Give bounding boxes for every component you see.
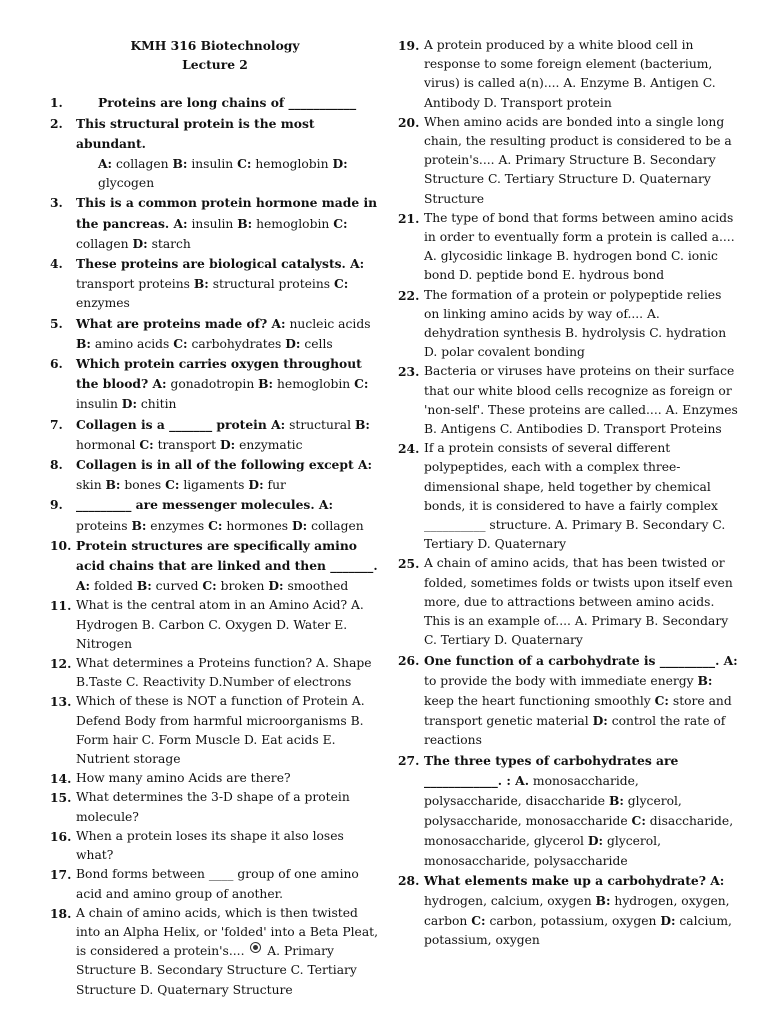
question-text: C: xyxy=(173,335,188,351)
question-text: A: xyxy=(710,872,725,888)
question-item xyxy=(50,865,380,903)
question-number: 4. xyxy=(50,256,63,271)
question-text: B: xyxy=(131,517,147,533)
question-number: 27. xyxy=(398,752,420,768)
question-text: curved xyxy=(151,579,203,594)
question-text: What determines the 3-D shape of a protein molecule? xyxy=(76,790,350,824)
question-item xyxy=(50,495,380,535)
question-item xyxy=(50,114,380,194)
question-text: C: xyxy=(631,813,646,829)
question-text: D: xyxy=(248,477,264,493)
question-text: nucleic acids xyxy=(285,316,371,331)
question-number: 20. xyxy=(398,114,420,130)
question-number: 14. xyxy=(50,771,72,787)
question-text: A chain of amino acids, which is then twisted into an Alpha Helix, or 'folded' into a Beta Pleat, is considered a protein's.... xyxy=(76,905,379,959)
question-number: 26. xyxy=(398,652,420,668)
question-text: glycerol, monosaccharide, polysaccharide xyxy=(424,834,662,868)
question-body xyxy=(76,114,380,194)
question-text: cells xyxy=(300,336,333,351)
question-text: gonadotropin xyxy=(166,377,259,392)
course-title: KMH 316 Biotechnology xyxy=(130,38,300,53)
question-body xyxy=(76,455,380,495)
question-text: B: xyxy=(608,792,624,808)
question-list-left xyxy=(50,93,380,999)
option-text: glycogen xyxy=(98,176,155,191)
question-text: starch xyxy=(147,236,191,251)
question-text: What determines a Proteins function? A. Shape B.Taste C. Reactivity D.Number of electrons xyxy=(76,656,372,690)
question-text: C: xyxy=(333,276,349,292)
question-text: C: xyxy=(333,215,348,231)
question-text: A: xyxy=(271,416,286,432)
question-text: Bacteria or viruses have proteins on their surface that our white blood cells recognize as foreign or 'non-self'. These proteins are called.... A. Enzymes B. Antigens C. Antibodies D. Transport Proteins xyxy=(424,364,738,437)
left-column xyxy=(50,36,380,1000)
question-body xyxy=(76,254,380,314)
question-number: 18. xyxy=(50,905,72,921)
question-number: 16. xyxy=(50,828,72,844)
question-text: This is a common protein hormone made in the pancreas. xyxy=(76,195,378,231)
question-text: What are proteins made of? xyxy=(76,315,272,331)
question-item xyxy=(398,439,738,554)
question-body xyxy=(76,193,380,254)
question-text: If a protein consists of several different polypeptides, each with a complex three-dimensional shape, held together by chemical bonds, it is considered to have a fairly complex __________ structure. A. Primary B. Secondary C. Tertiary D. Quaternary xyxy=(424,441,726,552)
question-text: hydrogen, oxygen, carbon xyxy=(424,893,730,929)
question-item xyxy=(398,871,738,951)
question-number: 9. xyxy=(50,497,63,513)
question-text: B: xyxy=(237,215,253,231)
question-text: A protein produced by a white blood cell in response to some foreign element (bacterium, virus) is called a(n).... A. Enzyme B. Antigen C. Antibody D. Transport protein xyxy=(424,38,716,110)
question-item xyxy=(398,651,738,751)
question-text: This structural protein is the most abundant. xyxy=(76,115,315,151)
question-item xyxy=(50,354,380,415)
question-text: A: xyxy=(723,652,738,668)
question-text: C: xyxy=(202,578,217,594)
question-text: amino acids xyxy=(90,336,174,351)
question-text: When amino acids are bonded into a single long chain, the resulting product is considered to be a protein's.... A. Primary Structure B. Secondary Structure C. Tertiary Structure D. Quaternary Structure xyxy=(424,114,732,206)
question-text: A chain of amino acids, that has been twisted or folded, sometimes folds or twists upon itself even more, due to attractions between amino acids. This is an example of.... A. Primary B. Secondary C. Tertiary D. Quaternary xyxy=(424,556,733,648)
question-item xyxy=(50,193,380,254)
question-text: broken xyxy=(216,579,269,594)
question-text: skin xyxy=(76,478,106,493)
question-body xyxy=(76,865,380,903)
question-text: glycerol, polysaccharide, monosaccharide xyxy=(424,793,682,829)
question-text: collagen xyxy=(76,236,133,251)
question-text: hormones xyxy=(222,518,293,533)
question-text: Which protein carries oxygen throughout the blood? xyxy=(76,356,362,392)
question-item xyxy=(398,113,738,209)
lecture-title: Lecture 2 xyxy=(182,57,248,73)
question-text: structural xyxy=(285,417,355,432)
question-body xyxy=(76,536,380,597)
question-number: 6. xyxy=(50,356,63,372)
question-text: enzymes xyxy=(76,296,130,311)
option-text: collagen xyxy=(112,156,173,171)
question-number: 25. xyxy=(398,556,420,572)
question-number: 15. xyxy=(50,790,72,806)
question-text: D: xyxy=(660,913,676,929)
question-text: A: xyxy=(350,256,365,271)
question-number: 13. xyxy=(50,694,72,710)
question-text: proteins xyxy=(76,518,132,533)
question-text: A: xyxy=(271,315,286,331)
question-text: store and transport genetic material xyxy=(424,693,732,729)
question-body xyxy=(424,871,738,951)
question-item xyxy=(50,827,380,865)
question-item xyxy=(50,93,380,113)
question-text: D: xyxy=(132,235,148,251)
question-body xyxy=(424,651,738,751)
question-text: D: xyxy=(292,517,308,533)
question-text: D: xyxy=(587,833,604,849)
question-text: collagen xyxy=(307,518,364,533)
right-column xyxy=(398,36,738,951)
question-text: enzymes xyxy=(146,518,209,533)
question-text: calcium, potassium, oxygen xyxy=(424,914,732,948)
question-text: structural proteins xyxy=(208,277,334,292)
question-body xyxy=(424,751,738,871)
question-text: B: xyxy=(76,335,91,351)
question-text: C: xyxy=(654,692,669,708)
question-body xyxy=(76,692,380,769)
question-text: The formation of a protein or polypeptide relies on linking amino acids by way of.... A. dehydration synthesis B. hydrolysis C. hydration D. polar covalent bonding xyxy=(424,287,727,360)
question-number: 8. xyxy=(50,457,63,473)
question-text: D: xyxy=(285,335,301,351)
option-text: C: xyxy=(237,155,252,171)
question-text: A: xyxy=(152,376,167,392)
question-text: insulin xyxy=(187,216,238,231)
question-body xyxy=(76,495,380,535)
question-text: _________ are messenger molecules. xyxy=(76,497,319,513)
question-text: Bond forms between ____ group of one amino acid and amino group of another. xyxy=(76,867,359,901)
question-text: carbon, potassium, oxygen xyxy=(485,914,661,929)
question-body xyxy=(424,439,738,554)
question-text: keep the heart functioning smoothly xyxy=(424,693,655,708)
question-item xyxy=(398,554,738,650)
question-text: A. Primary Structure B. Secondary Structure C. Tertiary Structure D. Quaternary Structure xyxy=(76,944,357,997)
question-number: 12. xyxy=(50,656,72,672)
question-text: hydrogen, calcium, oxygen xyxy=(424,893,596,908)
question-item xyxy=(50,415,380,455)
question-text: What elements make up a carbohydrate? xyxy=(424,872,711,888)
question-number: 22. xyxy=(398,287,420,303)
question-body xyxy=(76,654,380,692)
question-body xyxy=(76,596,380,654)
question-body xyxy=(76,314,380,354)
question-text: B: xyxy=(258,376,274,392)
question-body xyxy=(76,354,380,415)
radio-icon xyxy=(250,942,261,953)
question-text: carbohydrates xyxy=(187,336,286,351)
option-text: B: xyxy=(172,155,188,171)
question-body xyxy=(76,93,380,113)
question-item xyxy=(50,596,380,654)
question-text: hemoglobin xyxy=(273,377,355,392)
question-number: 5. xyxy=(50,315,63,331)
question-text: smoothed xyxy=(283,579,349,594)
option-text: insulin xyxy=(187,156,238,171)
question-text: These proteins are biological catalysts. xyxy=(76,256,351,271)
question-text: A: xyxy=(76,578,91,594)
answer-options xyxy=(76,154,380,193)
question-number: 23. xyxy=(398,364,420,380)
question-text: C: xyxy=(471,913,486,929)
question-text: The three types of carbohydrates are ____________. : xyxy=(424,752,679,788)
question-item xyxy=(50,254,380,314)
question-item xyxy=(50,455,380,495)
question-item xyxy=(398,751,738,871)
question-text: transport xyxy=(153,437,220,452)
question-text: transport proteins xyxy=(76,277,194,292)
question-body xyxy=(76,904,380,1000)
question-text: B: xyxy=(697,672,713,688)
question-text: disaccharide, monosaccharide, glycerol xyxy=(424,814,734,849)
question-text: C: xyxy=(165,477,180,493)
question-text: How many amino Acids are there? xyxy=(76,771,291,786)
question-number: 28. xyxy=(398,872,420,888)
question-text: C: xyxy=(139,436,154,452)
question-item xyxy=(398,362,738,439)
question-text: insulin xyxy=(76,397,122,412)
question-number: 11. xyxy=(50,598,72,614)
question-item xyxy=(50,314,380,354)
question-number: 24. xyxy=(398,441,420,457)
question-body xyxy=(424,286,738,363)
question-item xyxy=(50,788,380,826)
question-text: Protein structures are specifically amino acid chains that are linked and then _______. xyxy=(76,537,378,574)
question-body xyxy=(76,788,380,826)
question-item xyxy=(50,692,380,769)
question-text: C: xyxy=(208,517,223,533)
question-item xyxy=(50,536,380,597)
question-text: B: xyxy=(354,416,370,432)
question-text: hemoglobin xyxy=(252,216,334,231)
option-text: D: xyxy=(332,155,348,171)
question-text: A: xyxy=(318,497,334,513)
question-body xyxy=(424,36,738,113)
question-text: Collagen is a _______ protein xyxy=(76,416,272,432)
question-text: A: xyxy=(357,457,373,473)
option-text: hemoglobin xyxy=(251,156,333,171)
question-text: hormonal xyxy=(76,437,140,452)
question-number: 3. xyxy=(50,195,63,211)
question-text: One function of a carbohydrate is _________. xyxy=(424,652,724,668)
question-text: folded xyxy=(90,579,137,594)
question-text: ligaments xyxy=(179,478,249,493)
question-body xyxy=(424,554,738,650)
question-text: Proteins are long chains of ___________ xyxy=(98,95,357,111)
question-text: control the rate of reactions xyxy=(424,714,726,748)
option-text: A: xyxy=(98,155,113,171)
question-number: 19. xyxy=(398,38,420,53)
question-text: chitin xyxy=(136,397,177,412)
question-item xyxy=(50,904,380,1000)
question-body xyxy=(76,415,380,455)
question-item xyxy=(398,286,738,363)
question-number: 2. xyxy=(50,115,63,131)
question-text: D: xyxy=(268,578,284,594)
question-item xyxy=(50,769,380,788)
question-list-right xyxy=(398,36,738,951)
question-text: D: xyxy=(121,396,137,412)
question-body xyxy=(424,209,738,286)
question-text: to provide the body with immediate energy xyxy=(424,673,698,688)
question-text: Collagen is in all of the following except xyxy=(76,457,358,473)
question-number: 7. xyxy=(50,416,63,432)
question-text: What is the central atom in an Amino Acid? A. Hydrogen B. Carbon C. Oxygen D. Water E. Nitrogen xyxy=(76,598,364,651)
question-text: B: xyxy=(105,477,121,493)
question-body xyxy=(76,827,380,865)
question-text: B: xyxy=(193,276,209,292)
question-text: fur xyxy=(263,478,286,493)
question-text: enzymatic xyxy=(235,437,303,452)
question-text: C: xyxy=(354,376,369,392)
question-text: Which of these is NOT a function of Protein A. Defend Body from harmful microorganisms B. Form hair C. Form Muscle D. Eat acids E. Nutrient storage xyxy=(76,694,365,767)
question-body xyxy=(424,362,738,439)
question-text: D: xyxy=(219,436,236,452)
question-number: 10. xyxy=(50,537,72,553)
question-number: 21. xyxy=(398,210,420,226)
question-text: A. xyxy=(515,772,529,788)
question-text: When a protein loses its shape it also loses what? xyxy=(76,828,344,863)
document-header xyxy=(50,36,380,74)
question-body xyxy=(76,769,380,788)
question-item xyxy=(398,209,738,286)
question-item xyxy=(398,36,738,113)
question-text: bones xyxy=(120,478,166,493)
question-body xyxy=(424,113,738,209)
question-text: B: xyxy=(136,578,152,594)
question-number: 17. xyxy=(50,867,72,883)
question-text: B: xyxy=(595,892,611,908)
question-text: The type of bond that forms between amino acids in order to eventually form a protein is called a.... A. glycosidic linkage B. hydrogen bond C. ionic bond D. peptide bond E. hydrous bond xyxy=(424,210,735,283)
question-text: D: xyxy=(592,713,608,729)
question-text: monosaccharide, polysaccharide, disaccharide xyxy=(424,773,639,808)
question-item xyxy=(50,654,380,692)
question-number: 1. xyxy=(50,95,63,111)
question-text: A: xyxy=(173,215,188,231)
